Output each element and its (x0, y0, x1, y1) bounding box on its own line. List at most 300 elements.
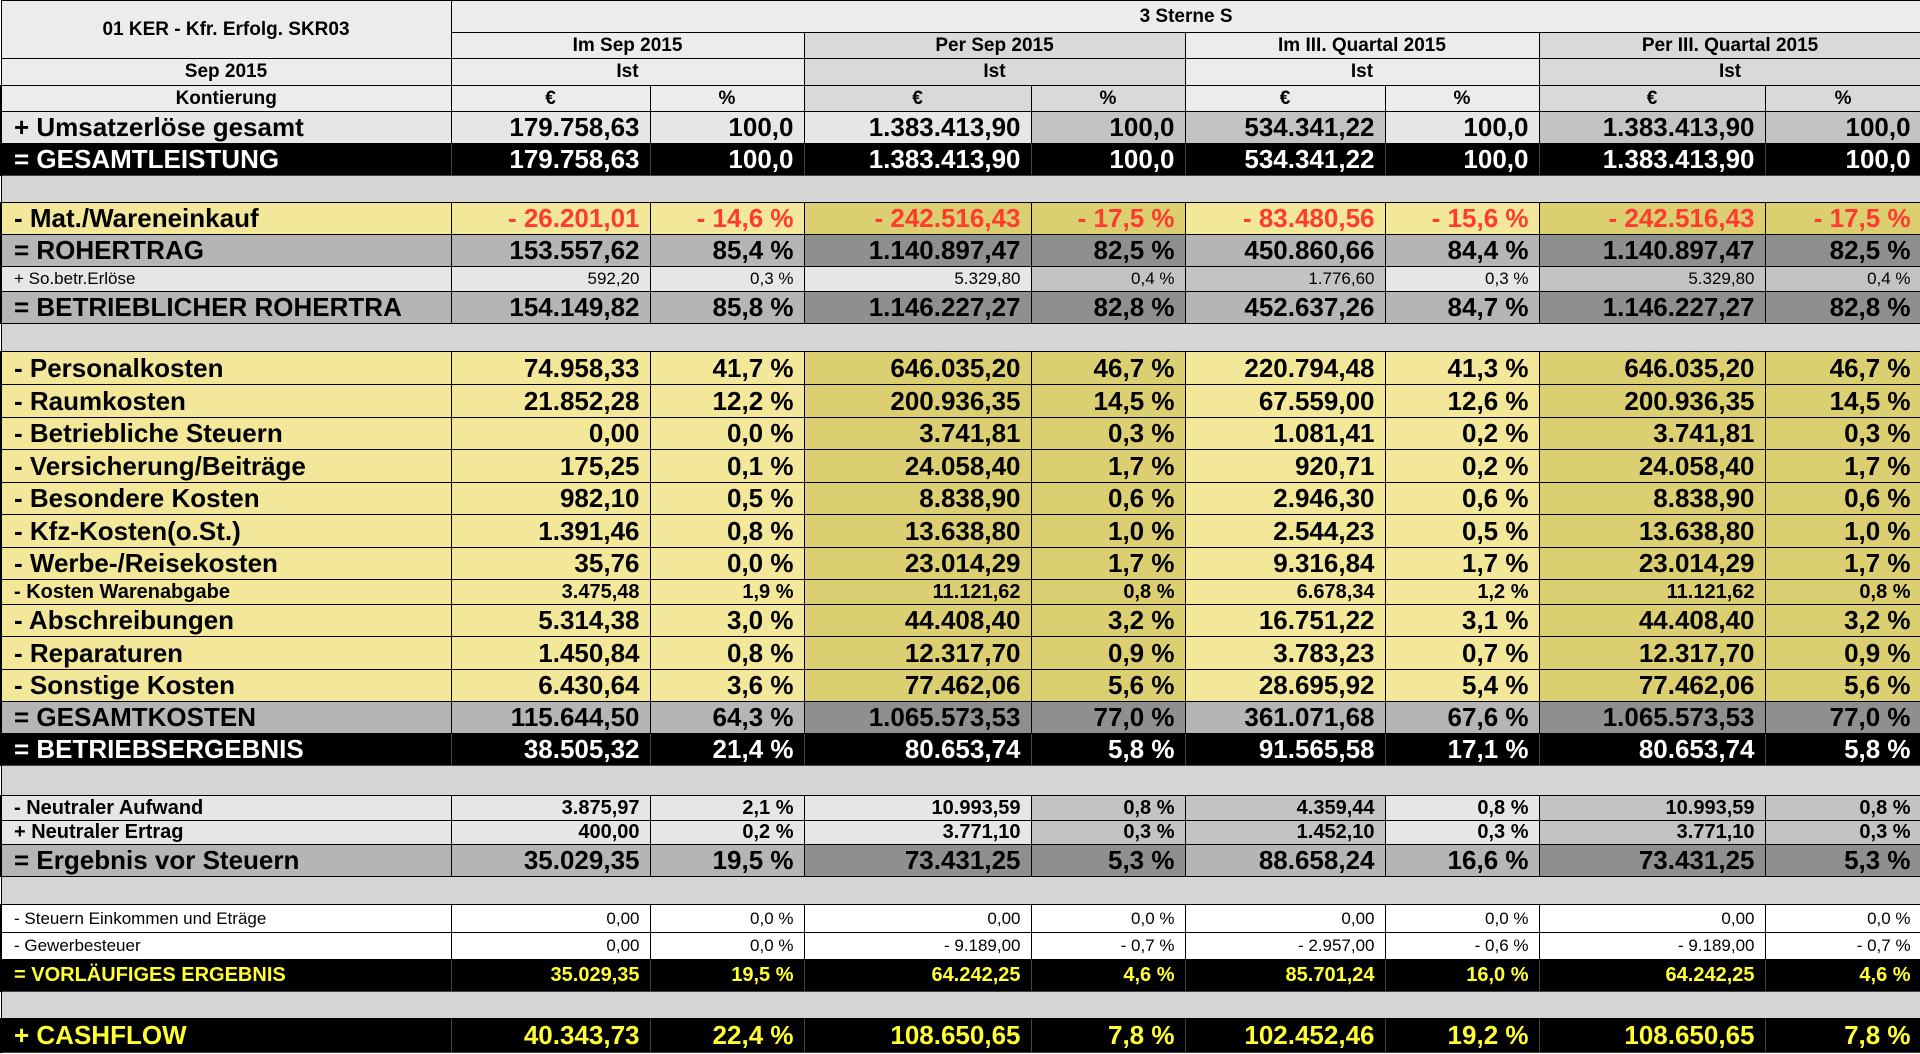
amount-cell: 1.065.573,53 (1539, 702, 1765, 734)
type-header: Ist (451, 59, 804, 86)
spacer-cell (1539, 324, 1765, 352)
report-title: 01 KER - Kfr. Erfolg. SKR03 (1, 1, 451, 59)
amount-cell: 200.936,35 (804, 385, 1031, 418)
table-row (1, 112, 1920, 144)
amount-cell: 534.341,22 (1185, 144, 1385, 176)
percent-cell: 12,2 % (650, 385, 804, 418)
amount-cell: - 2.957,00 (1185, 933, 1385, 960)
percent-cell: - 0,7 % (1031, 933, 1185, 960)
percent-cell: 0,7 % (1385, 637, 1539, 670)
percent-cell: 14,5 % (1765, 385, 1920, 418)
amount-cell: 16.751,22 (1185, 605, 1385, 637)
percent-cell: 100,0 (650, 144, 804, 176)
spacer-cell (1, 992, 451, 1019)
row-label: - Mat./Wareneinkauf (1, 203, 451, 235)
amount-cell: 10.993,59 (1539, 796, 1765, 821)
amount-cell: 11.121,62 (804, 580, 1031, 605)
percent-cell: 82,8 % (1031, 292, 1185, 324)
percent-cell: 0,2 % (1385, 418, 1539, 450)
percent-cell: 2,1 % (650, 796, 804, 821)
amount-cell: 23.014,29 (804, 548, 1031, 580)
percent-cell: 1,7 % (1031, 548, 1185, 580)
table-row (1, 548, 1920, 580)
row-label: = BETRIEBLICHER ROHERTRA (1, 292, 451, 324)
spacer-cell (1185, 877, 1385, 905)
percent-cell: 1,7 % (1765, 450, 1920, 483)
percent-header: % (1385, 86, 1539, 112)
amount-cell: 2.946,30 (1185, 483, 1385, 515)
percent-cell: 21,4 % (650, 734, 804, 766)
amount-cell: 153.557,62 (451, 235, 650, 267)
table-row (1, 905, 1920, 933)
table-row (1, 845, 1920, 877)
amount-cell: 534.341,22 (1185, 112, 1385, 144)
percent-cell: 0,6 % (1765, 483, 1920, 515)
percent-cell: 100,0 (1385, 144, 1539, 176)
percent-cell: 5,3 % (1765, 845, 1920, 877)
percent-header: % (1031, 86, 1185, 112)
row-label: + Umsatzerlöse gesamt (1, 112, 451, 144)
amount-cell: 108.650,65 (1539, 1019, 1765, 1053)
spacer-cell (804, 992, 1031, 1019)
spacer-cell (1385, 176, 1539, 203)
amount-cell: 40.343,73 (451, 1019, 650, 1053)
percent-cell: 7,8 % (1765, 1019, 1920, 1053)
spacer-cell (1, 176, 451, 203)
amount-cell: 13.638,80 (804, 515, 1031, 548)
spacer-cell (1765, 766, 1920, 796)
amount-cell: 88.658,24 (1185, 845, 1385, 877)
percent-cell: 1,7 % (1385, 548, 1539, 580)
amount-cell: 154.149,82 (451, 292, 650, 324)
amount-cell: 44.408,40 (1539, 605, 1765, 637)
percent-cell: - 0,6 % (1385, 933, 1539, 960)
percent-cell: 0,9 % (1031, 637, 1185, 670)
percent-cell: 19,2 % (1385, 1019, 1539, 1053)
amount-cell: 179.758,63 (451, 144, 650, 176)
percent-cell: 0,0 % (650, 905, 804, 933)
percent-cell: 16,0 % (1385, 960, 1539, 992)
table-row (1, 960, 1920, 992)
amount-cell: 452.637,26 (1185, 292, 1385, 324)
period-header: Im III. Quartal 2015 (1185, 33, 1539, 59)
percent-cell: 1,7 % (1765, 548, 1920, 580)
table-row (1, 670, 1920, 702)
amount-cell: 450.860,66 (1185, 235, 1385, 267)
kontierung-header: Kontierung (1, 86, 451, 112)
amount-cell: 85.701,24 (1185, 960, 1385, 992)
percent-cell: 0,5 % (650, 483, 804, 515)
spacer-cell (1385, 324, 1539, 352)
amount-cell: 0,00 (1539, 905, 1765, 933)
percent-cell: - 14,6 % (650, 203, 804, 235)
row-label: - Reparaturen (1, 637, 451, 670)
amount-cell: 646.035,20 (1539, 352, 1765, 385)
spacer-cell (804, 176, 1031, 203)
percent-cell: 0,3 % (1031, 418, 1185, 450)
spacer-cell (1031, 324, 1185, 352)
amount-cell: 646.035,20 (804, 352, 1031, 385)
table-row (1, 580, 1920, 605)
spacer-cell (451, 766, 650, 796)
spacer-cell (1765, 324, 1920, 352)
spacer-cell (1765, 992, 1920, 1019)
amount-cell: 77.462,06 (804, 670, 1031, 702)
amount-cell: 1.140.897,47 (1539, 235, 1765, 267)
amount-cell: 74.958,33 (451, 352, 650, 385)
period-header: Per III. Quartal 2015 (1539, 33, 1920, 59)
table-row (1, 515, 1920, 548)
percent-cell: 100,0 (650, 112, 804, 144)
amount-cell: 13.638,80 (1539, 515, 1765, 548)
percent-cell: 4,6 % (1765, 960, 1920, 992)
spacer-cell (1385, 766, 1539, 796)
percent-header: % (1765, 86, 1920, 112)
row-label: = VORLÄUFIGES ERGEBNIS (1, 960, 451, 992)
spacer-cell (1539, 176, 1765, 203)
amount-cell: 200.936,35 (1539, 385, 1765, 418)
percent-cell: 1,9 % (650, 580, 804, 605)
amount-cell: 0,00 (1185, 905, 1385, 933)
percent-cell: 0,0 % (650, 418, 804, 450)
spacer-cell (451, 176, 650, 203)
percent-cell: 41,3 % (1385, 352, 1539, 385)
amount-cell: 35.029,35 (451, 960, 650, 992)
percent-cell: 100,0 (1031, 112, 1185, 144)
spacer-cell (1385, 877, 1539, 905)
table-row (1, 821, 1920, 845)
amount-cell: - 26.201,01 (451, 203, 650, 235)
percent-cell: 1,7 % (1031, 450, 1185, 483)
percent-cell: 19,5 % (650, 845, 804, 877)
amount-cell: - 9.189,00 (1539, 933, 1765, 960)
percent-cell: 17,1 % (1385, 734, 1539, 766)
percent-cell: 3,2 % (1765, 605, 1920, 637)
row-label: - Sonstige Kosten (1, 670, 451, 702)
percent-cell: 0,3 % (1031, 821, 1185, 845)
amount-cell: 0,00 (451, 933, 650, 960)
amount-cell: 6.678,34 (1185, 580, 1385, 605)
percent-cell: 0,1 % (650, 450, 804, 483)
amount-cell: 400,00 (451, 821, 650, 845)
currency-header: € (1539, 86, 1765, 112)
amount-cell: 1.391,46 (451, 515, 650, 548)
spacer-cell (650, 992, 804, 1019)
percent-cell: 0,8 % (1031, 580, 1185, 605)
amount-cell: 592,20 (451, 267, 650, 292)
amount-cell: 1.081,41 (1185, 418, 1385, 450)
percent-cell: 5,6 % (1031, 670, 1185, 702)
currency-header: € (1185, 86, 1385, 112)
row-label: = ROHERTRAG (1, 235, 451, 267)
percent-cell: 5,4 % (1385, 670, 1539, 702)
percent-cell: 5,6 % (1765, 670, 1920, 702)
spacer-cell (1185, 992, 1385, 1019)
table-row (1, 203, 1920, 235)
table-row (1, 796, 1920, 821)
percent-cell: 0,0 % (1765, 905, 1920, 933)
amount-cell: 0,00 (451, 418, 650, 450)
spacer-cell (1031, 992, 1185, 1019)
spacer-cell (1765, 176, 1920, 203)
spacer-cell (1539, 766, 1765, 796)
spacer-cell (451, 324, 650, 352)
amount-cell: 35.029,35 (451, 845, 650, 877)
row-label: - Personalkosten (1, 352, 451, 385)
spacer-row (1, 176, 1920, 203)
percent-cell: 100,0 (1385, 112, 1539, 144)
table-row (1, 1019, 1920, 1053)
percent-cell: 3,1 % (1385, 605, 1539, 637)
amount-cell: 3.741,81 (1539, 418, 1765, 450)
amount-cell: 23.014,29 (1539, 548, 1765, 580)
amount-cell: 1.383.413,90 (804, 144, 1031, 176)
amount-cell: 11.121,62 (1539, 580, 1765, 605)
amount-cell: 1.383.413,90 (1539, 112, 1765, 144)
spacer-cell (451, 992, 650, 1019)
percent-cell: 0,0 % (650, 933, 804, 960)
amount-cell: 3.771,10 (804, 821, 1031, 845)
percent-cell: 16,6 % (1385, 845, 1539, 877)
row-label: - Betriebliche Steuern (1, 418, 451, 450)
percent-cell: 0,4 % (1765, 267, 1920, 292)
amount-cell: 67.559,00 (1185, 385, 1385, 418)
percent-cell: 19,5 % (650, 960, 804, 992)
percent-cell: 0,6 % (1031, 483, 1185, 515)
amount-cell: 1.776,60 (1185, 267, 1385, 292)
amount-cell: 21.852,28 (451, 385, 650, 418)
percent-cell: 82,5 % (1031, 235, 1185, 267)
amount-cell: 73.431,25 (804, 845, 1031, 877)
amount-cell: 35,76 (451, 548, 650, 580)
spacer-cell (1765, 877, 1920, 905)
percent-cell: 7,8 % (1031, 1019, 1185, 1053)
amount-cell: 24.058,40 (804, 450, 1031, 483)
amount-cell: 108.650,65 (804, 1019, 1031, 1053)
spacer-cell (650, 324, 804, 352)
row-label: - Steuern Einkommen und Eträge (1, 905, 451, 933)
amount-cell: 920,71 (1185, 450, 1385, 483)
percent-cell: 64,3 % (650, 702, 804, 734)
amount-cell: 38.505,32 (451, 734, 650, 766)
percent-cell: 0,0 % (650, 548, 804, 580)
amount-cell: 12.317,70 (804, 637, 1031, 670)
spacer-cell (650, 766, 804, 796)
spacer-cell (1385, 992, 1539, 1019)
amount-cell: 1.450,84 (451, 637, 650, 670)
amount-cell: 1.140.897,47 (804, 235, 1031, 267)
percent-cell: 0,8 % (1385, 796, 1539, 821)
percent-cell: 0,0 % (1031, 905, 1185, 933)
spacer-cell (650, 176, 804, 203)
percent-cell: - 0,7 % (1765, 933, 1920, 960)
spacer-cell (804, 766, 1031, 796)
percent-cell: 67,6 % (1385, 702, 1539, 734)
amount-cell: 3.771,10 (1539, 821, 1765, 845)
type-header: Ist (1185, 59, 1539, 86)
amount-cell: 80.653,74 (804, 734, 1031, 766)
currency-header: € (804, 86, 1031, 112)
percent-cell: 3,2 % (1031, 605, 1185, 637)
amount-cell: 115.644,50 (451, 702, 650, 734)
amount-cell: 80.653,74 (1539, 734, 1765, 766)
table-row (1, 734, 1920, 766)
percent-cell: 0,6 % (1385, 483, 1539, 515)
row-label: - Besondere Kosten (1, 483, 451, 515)
spacer-row (1, 324, 1920, 352)
percent-cell: 0,8 % (650, 515, 804, 548)
percent-cell: - 17,5 % (1765, 203, 1920, 235)
row-label: - Versicherung/Beiträge (1, 450, 451, 483)
amount-cell: 361.071,68 (1185, 702, 1385, 734)
type-header: Ist (1539, 59, 1920, 86)
percent-cell: 0,9 % (1765, 637, 1920, 670)
amount-cell: 10.993,59 (804, 796, 1031, 821)
amount-cell: 9.316,84 (1185, 548, 1385, 580)
amount-cell: - 9.189,00 (804, 933, 1031, 960)
amount-cell: 5.329,80 (1539, 267, 1765, 292)
percent-cell: 12,6 % (1385, 385, 1539, 418)
percent-cell: 0,8 % (1765, 796, 1920, 821)
amount-cell: 4.359,44 (1185, 796, 1385, 821)
row-label: = Ergebnis vor Steuern (1, 845, 451, 877)
row-label: - Abschreibungen (1, 605, 451, 637)
amount-cell: 3.875,97 (451, 796, 650, 821)
amount-cell: 102.452,46 (1185, 1019, 1385, 1053)
spacer-row (1, 877, 1920, 905)
amount-cell: 1.065.573,53 (804, 702, 1031, 734)
spacer-cell (1, 324, 451, 352)
table-row (1, 483, 1920, 515)
amount-cell: 3.475,48 (451, 580, 650, 605)
spacer-cell (1185, 324, 1385, 352)
table-row (1, 450, 1920, 483)
percent-cell: 41,7 % (650, 352, 804, 385)
row-label: + So.betr.Erlöse (1, 267, 451, 292)
percent-cell: 85,4 % (650, 235, 804, 267)
period-header: Im Sep 2015 (451, 33, 804, 59)
table-row (1, 605, 1920, 637)
percent-cell: 100,0 (1765, 112, 1920, 144)
amount-cell: 5.329,80 (804, 267, 1031, 292)
percent-cell: 14,5 % (1031, 385, 1185, 418)
percent-cell: 1,2 % (1385, 580, 1539, 605)
amount-cell: 0,00 (804, 905, 1031, 933)
percent-cell: 0,2 % (1385, 450, 1539, 483)
spacer-cell (1185, 766, 1385, 796)
percent-cell: 85,8 % (650, 292, 804, 324)
amount-cell: 2.544,23 (1185, 515, 1385, 548)
percent-cell: 1,0 % (1031, 515, 1185, 548)
percent-cell: 0,3 % (1765, 821, 1920, 845)
spacer-cell (1, 766, 451, 796)
percent-cell: 84,7 % (1385, 292, 1539, 324)
percent-cell: 0,2 % (650, 821, 804, 845)
table-row (1, 144, 1920, 176)
currency-header: € (451, 86, 650, 112)
spacer-cell (1031, 176, 1185, 203)
amount-cell: 73.431,25 (1539, 845, 1765, 877)
amount-cell: - 242.516,43 (1539, 203, 1765, 235)
amount-cell: 8.838,90 (1539, 483, 1765, 515)
percent-cell: 0,8 % (650, 637, 804, 670)
amount-cell: 8.838,90 (804, 483, 1031, 515)
row-label: = GESAMTKOSTEN (1, 702, 451, 734)
table-row (1, 267, 1920, 292)
amount-cell: 64.242,25 (804, 960, 1031, 992)
percent-cell: 5,8 % (1765, 734, 1920, 766)
row-label: - Raumkosten (1, 385, 451, 418)
amount-cell: 28.695,92 (1185, 670, 1385, 702)
amount-cell: 77.462,06 (1539, 670, 1765, 702)
row-label: - Neutraler Aufwand (1, 796, 451, 821)
percent-cell: 100,0 (1765, 144, 1920, 176)
spacer-cell (1031, 877, 1185, 905)
amount-cell: 3.783,23 (1185, 637, 1385, 670)
amount-cell: 3.741,81 (804, 418, 1031, 450)
spacer-cell (650, 877, 804, 905)
table-row (1, 637, 1920, 670)
percent-cell: 22,4 % (650, 1019, 804, 1053)
amount-cell: 6.430,64 (451, 670, 650, 702)
percent-cell: 77,0 % (1031, 702, 1185, 734)
percent-cell: 0,0 % (1385, 905, 1539, 933)
amount-cell: 220.794,48 (1185, 352, 1385, 385)
spacer-cell (1539, 877, 1765, 905)
amount-cell: 1.146.227,27 (1539, 292, 1765, 324)
row-label: - Gewerbesteuer (1, 933, 451, 960)
row-label: - Werbe-/Reisekosten (1, 548, 451, 580)
amount-cell: 64.242,25 (1539, 960, 1765, 992)
row-label: = BETRIEBSERGEBNIS (1, 734, 451, 766)
amount-cell: 1.383.413,90 (804, 112, 1031, 144)
percent-cell: 0,3 % (1765, 418, 1920, 450)
spacer-cell (1, 877, 451, 905)
spacer-cell (1031, 766, 1185, 796)
spacer-cell (1539, 992, 1765, 1019)
percent-cell: 100,0 (1031, 144, 1185, 176)
percent-cell: 0,3 % (650, 267, 804, 292)
company-name: 3 Sterne S (451, 1, 1920, 33)
amount-cell: 5.314,38 (451, 605, 650, 637)
type-header: Ist (804, 59, 1185, 86)
table-row (1, 235, 1920, 267)
table-row (1, 933, 1920, 960)
spacer-cell (804, 877, 1031, 905)
table-row (1, 292, 1920, 324)
table-row (1, 385, 1920, 418)
percent-cell: 0,4 % (1031, 267, 1185, 292)
spacer-cell (804, 324, 1031, 352)
spacer-row (1, 992, 1920, 1019)
amount-cell: 1.146.227,27 (804, 292, 1031, 324)
percent-cell: 3,0 % (650, 605, 804, 637)
percent-cell: - 17,5 % (1031, 203, 1185, 235)
percent-cell: 82,8 % (1765, 292, 1920, 324)
report-month: Sep 2015 (1, 59, 451, 86)
amount-cell: 12.317,70 (1539, 637, 1765, 670)
percent-cell: 82,5 % (1765, 235, 1920, 267)
percent-cell: 0,3 % (1385, 821, 1539, 845)
percent-cell: 0,8 % (1031, 796, 1185, 821)
percent-cell: - 15,6 % (1385, 203, 1539, 235)
amount-cell: - 83.480,56 (1185, 203, 1385, 235)
table-row (1, 418, 1920, 450)
row-label: - Kosten Warenabgabe (1, 580, 451, 605)
table-row (1, 702, 1920, 734)
spacer-cell (451, 877, 650, 905)
amount-cell: - 242.516,43 (804, 203, 1031, 235)
